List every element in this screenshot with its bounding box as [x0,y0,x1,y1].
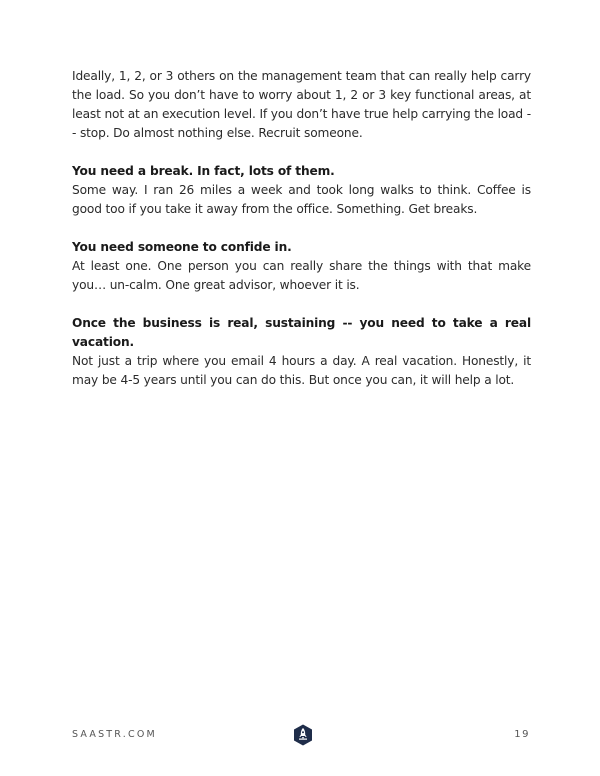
rocket-hexagon-icon [293,724,313,746]
section-confide [72,238,531,295]
section-heading: You need someone to confide in. [72,240,292,254]
section-vacation [72,314,531,390]
section-break [72,162,531,219]
section-text: Not just a trip where you email 4 hours a day. A real vacation. Honestly, it may be 4-5 years until you can do this. But once you can, it will help a lot. [72,354,531,387]
section-text: Some way. I ran 26 miles a week and took long walks to think. Coffee is good too if you take it away from the office. Something. Get breaks. [72,183,531,216]
page-number: 19 [514,729,530,740]
section-heading: You need a break. In fact, lots of them. [72,164,335,178]
page-content [72,67,531,409]
section-heading: Once the business is real, sustaining -- you need to take a real vacation. [72,316,531,349]
section-text: At least one. One person you can really share the things with that make you… un-calm. One great advisor, whoever it is. [72,259,531,292]
intro-paragraph: Ideally, 1, 2, or 3 others on the management team that can really help carry the load. So you don’t have to worry about 1, 2 or 3 key functional areas, at least not at an execution level. If you don’t have true help carrying the load -- stop. Do almost nothing else. Recruit someone. [72,69,531,140]
footer-site-name: SAASTR.COM [72,729,157,740]
page-footer [72,727,530,747]
